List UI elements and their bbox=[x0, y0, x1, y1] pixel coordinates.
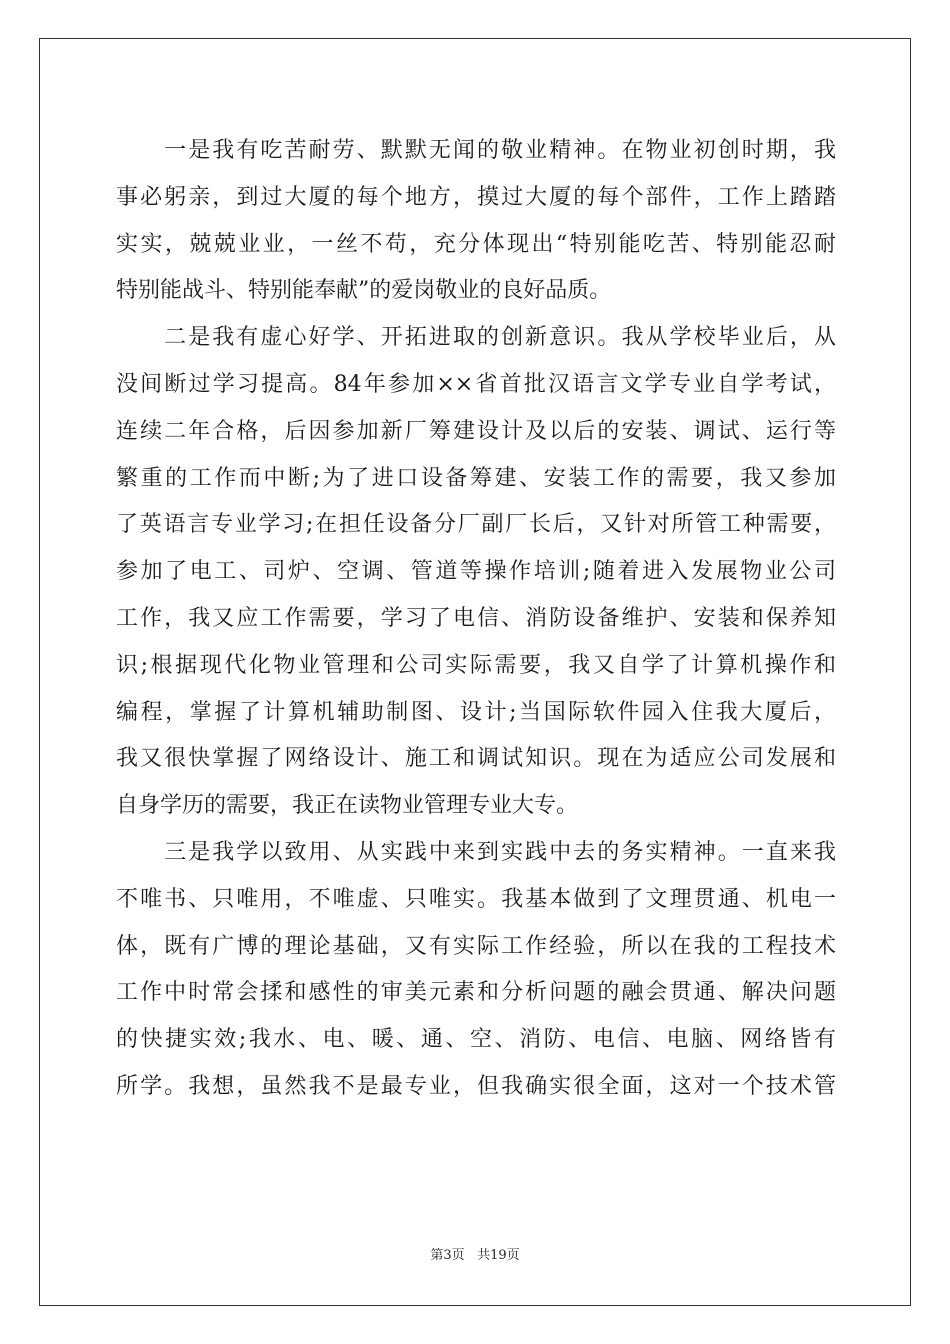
paragraph-line: 工作中时常会揉和感性的审美元素和分析问题的融会贯通、解决问题 bbox=[116, 980, 836, 1006]
paragraph-line: 没间断过学习提高。84年参加××省首批汉语言文学专业自学考试， bbox=[116, 371, 836, 397]
total-pages: 共19页 bbox=[477, 1248, 520, 1263]
paragraph-line: 一是我有吃苦耐劳、默默无闻的敬业精神。在物业初创时期，我 bbox=[116, 138, 836, 163]
paragraph-line: 繁重的工作而中断;为了进口设备筹建、安装工作的需要，我又参加 bbox=[116, 465, 836, 491]
paragraph-line: 工作，我又应工作需要，学习了电信、消防设备维护、安装和保养知 bbox=[116, 605, 836, 631]
paragraph-line: 我又很快掌握了网络设计、施工和调试知识。现在为适应公司发展和 bbox=[116, 746, 836, 772]
paragraph-line: 事必躬亲，到过大厦的每个地方，摸过大厦的每个部件，工作上踏踏 bbox=[116, 184, 836, 210]
paragraph-line: 自身学历的需要，我正在读物业管理专业大专。 bbox=[116, 793, 579, 819]
paragraph-line: 的快捷实效;我水、电、暖、通、空、消防、电信、电脑、网络皆有 bbox=[116, 1027, 836, 1053]
document-body bbox=[116, 128, 836, 1111]
paragraph-line: 体，既有广博的理论基础，又有实际工作经验，所以在我的工程技术 bbox=[116, 933, 836, 959]
page-footer bbox=[0, 1248, 950, 1264]
paragraph-line: 不唯书、只唯用，不唯虚、只唯实。我基本做到了文理贯通、机电一 bbox=[116, 886, 836, 912]
paragraph-line: 参加了电工、司炉、空调、管道等操作培训;随着进入发展物业公司 bbox=[116, 559, 836, 585]
paragraph-line: 连续二年合格，后因参加新厂筹建设计及以后的安装、调试、运行等 bbox=[116, 418, 836, 444]
paragraph-line: 识;根据现代化物业管理和公司实际需要，我又自学了计算机操作和 bbox=[116, 652, 836, 678]
paragraph-line: 编程，掌握了计算机辅助制图、设计;当国际软件园入住我大厦后， bbox=[116, 699, 836, 725]
paragraph-line: 所学。我想，虽然我不是最专业，但我确实很全面，这对一个技术管 bbox=[116, 1073, 836, 1099]
paragraph-line: 三是我学以致用、从实践中来到实践中去的务实精神。一直来我 bbox=[116, 839, 836, 865]
page-number: 第3页 bbox=[430, 1248, 465, 1263]
paragraph-line: 实实，兢兢业业，一丝不苟，充分体现出“特别能吃苦、特别能忍耐 bbox=[116, 231, 836, 257]
paragraph-line: 二是我有虚心好学、开拓进取的创新意识。我从学校毕业后，从 bbox=[116, 325, 836, 351]
paragraph-line: 了英语言专业学习;在担任设备分厂副厂长后，又针对所管工种需要， bbox=[116, 512, 836, 538]
paragraph-line: 特别能战斗、特别能奉献”的爱岗敬业的良好品质。 bbox=[116, 278, 612, 304]
